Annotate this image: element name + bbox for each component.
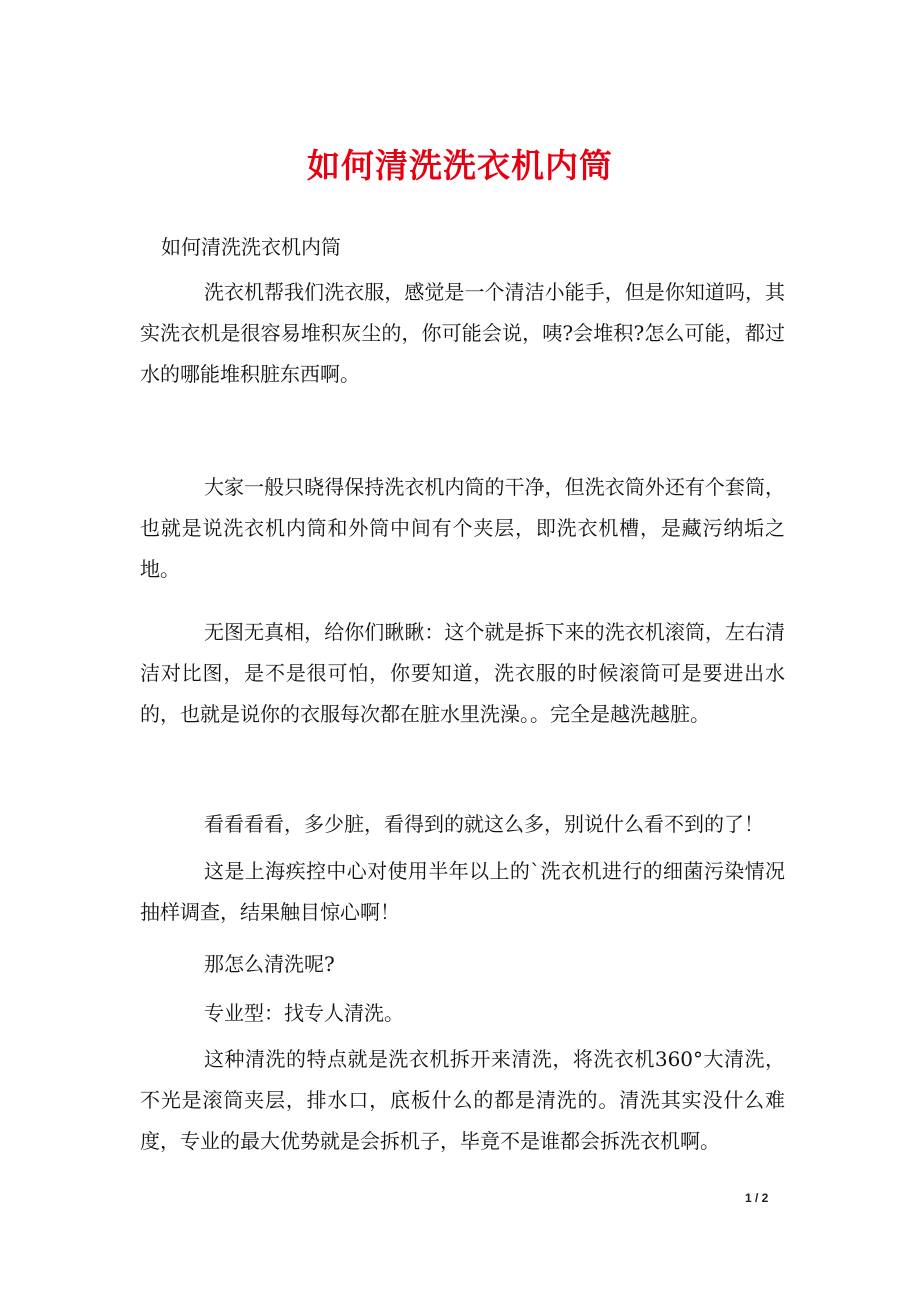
- document-title: 如何清洗洗衣机内筒: [307, 146, 613, 185]
- paragraph: 那怎么清洗呢?: [204, 952, 335, 976]
- paragraph: 看看看看，多少脏，看得到的就这么多，别说什么看不到的了！: [204, 812, 764, 836]
- paragraph: 洗衣机帮我们洗衣服，感觉是一个清洁小能手，但是你知道吗，其实洗衣机是很容易堆积灰尘的，你可能会说，咦?会堆积?怎么可能，都过水的哪能堆积脏东西啊。: [140, 280, 785, 386]
- page-number: 1 / 2: [745, 1191, 769, 1205]
- paragraph: 这种清洗的特点就是洗衣机拆开来清洗，将洗衣机360°大清洗，不光是滚筒夹层，排水口，底板什么的都是清洗的。清洗其实没什么难度，专业的最大优势就是会拆机子，毕竟不是谁都会拆洗衣机啊。: [140, 1047, 785, 1153]
- paragraph: 无图无真相，给你们瞅瞅：这个就是拆下来的洗衣机滚筒，左右清洁对比图，是不是很可怕，你要知道，洗衣服的时候滚筒可是要进出水的，也就是说你的衣服每次都在脏水里洗澡。。完全是越洗越脏。: [140, 620, 785, 726]
- paragraph: 专业型：找专人清洗。: [204, 1001, 404, 1025]
- document-subtitle: 如何清洗洗衣机内筒: [161, 235, 341, 259]
- paragraph: 大家一般只晓得保持洗衣机内筒的干净，但洗衣筒外还有个套筒，也就是说洗衣机内筒和外筒中间有个夹层，即洗衣机槽，是藏污纳垢之地。: [140, 475, 785, 581]
- paragraph: 这是上海疾控中心对使用半年以上的`洗衣机进行的细菌污染情况抽样调查，结果触目惊心啊！: [140, 859, 785, 924]
